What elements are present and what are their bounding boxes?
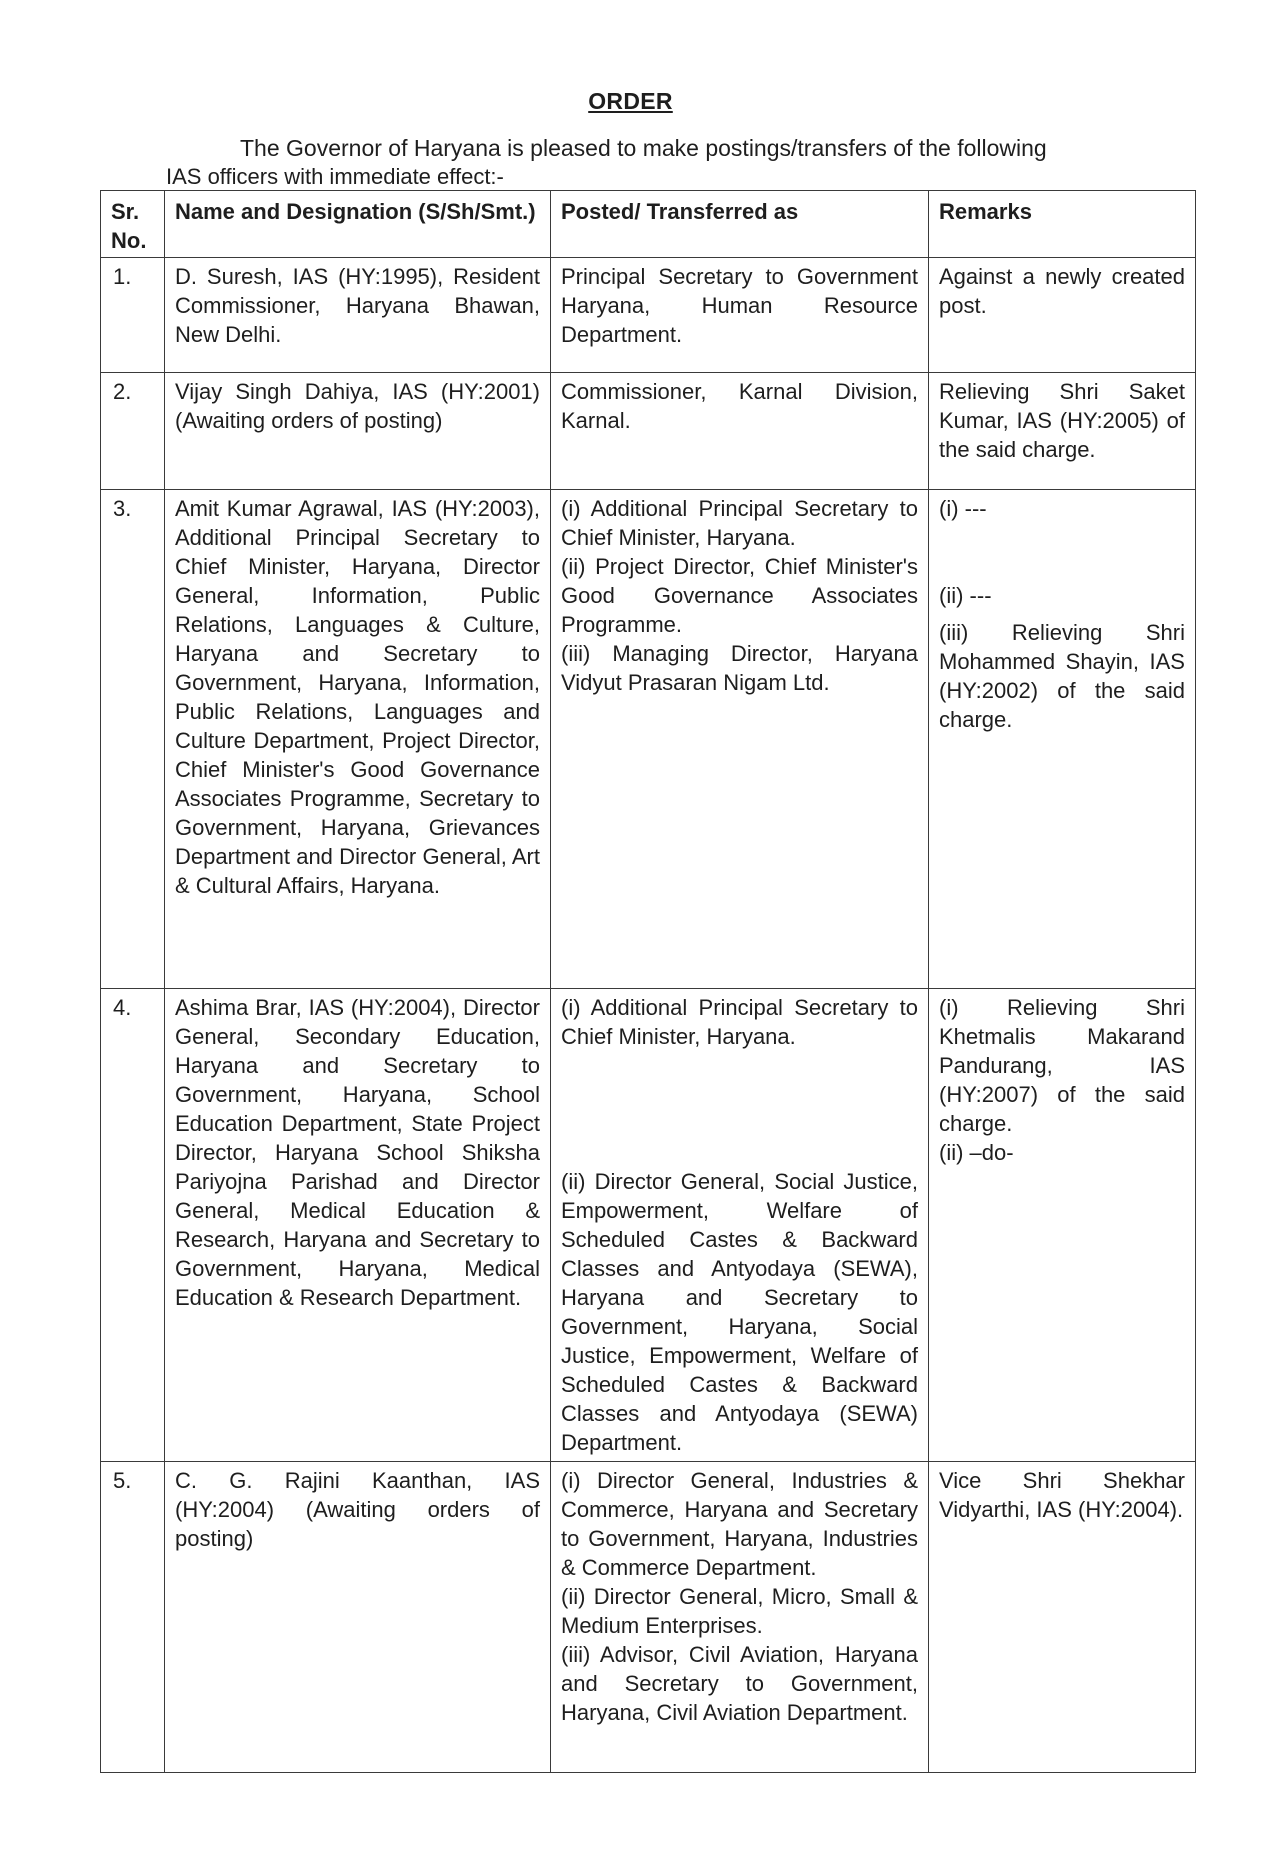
remark-item: (i) Relieving Shri Khetmalis Makarand Pandurang, IAS (HY:2007) of the said charge. <box>939 995 1185 1136</box>
row-posted <box>551 490 929 989</box>
remark-item: Vice Shri Shekhar Vidyarthi, IAS (HY:2004). <box>939 1468 1185 1522</box>
intro-line-2: IAS officers with immediate effect:- <box>166 164 504 189</box>
header-remarks: Remarks <box>929 191 1196 258</box>
posted-item: (ii) Project Director, Chief Minister's Good Governance Associates Programme. <box>561 554 918 637</box>
remark-item: Relieving Shri Saket Kumar, IAS (HY:2005) of the said charge. <box>939 379 1185 462</box>
row-sr-no: 4. <box>101 989 165 1462</box>
postings-table <box>100 190 1196 1773</box>
row-name-designation: Vijay Singh Dahiya, IAS (HY:2001) (Awaiting orders of posting) <box>165 373 551 490</box>
posted-item: (ii) Director General, Social Justice, Empowerment, Welfare of Scheduled Castes & Backward Classes and Antyodaya (SEWA), Haryana and Secretary to Government, Haryana, Social Justice, Empowerment, Welfare of Scheduled Castes & Backward Classes and Antyodaya (SEWA) Department. <box>561 1169 918 1455</box>
posted-item: (iii) Advisor, Civil Aviation, Haryana and Secretary to Government, Haryana, Civil Aviation Department. <box>561 1642 918 1725</box>
row-posted <box>551 258 929 373</box>
row-remarks <box>929 490 1196 989</box>
row-sr-no: 3. <box>101 490 165 989</box>
header-sr-no: Sr. No. <box>101 191 165 258</box>
order-title: ORDER <box>588 88 673 114</box>
row-name-designation: D. Suresh, IAS (HY:1995), Resident Commissioner, Haryana Bhawan, New Delhi. <box>165 258 551 373</box>
remark-item: (ii) –do- <box>939 1140 1014 1165</box>
posted-item: (i) Director General, Industries & Commerce, Haryana and Secretary to Government, Haryana, Industries & Commerce Department. <box>561 1468 918 1580</box>
table-header-row <box>101 191 1196 258</box>
header-posted-transferred: Posted/ Transferred as <box>551 191 929 258</box>
table-row <box>101 989 1196 1462</box>
row-sr-no: 1. <box>101 258 165 373</box>
posted-item: (i) Additional Principal Secretary to Chief Minister, Haryana. <box>561 496 918 550</box>
remark-item: (i) --- <box>939 496 987 521</box>
spacer <box>561 1051 918 1167</box>
table-row <box>101 373 1196 490</box>
posted-item: Commissioner, Karnal Division, Karnal. <box>561 379 918 433</box>
posted-item: (iii) Managing Director, Haryana Vidyut Prasaran Nigam Ltd. <box>561 641 918 695</box>
row-posted <box>551 373 929 490</box>
header-name-designation: Name and Designation (S/Sh/Smt.) <box>165 191 551 258</box>
table-row <box>101 490 1196 989</box>
row-name-designation: C. G. Rajini Kaanthan, IAS (HY:2004) (Awaiting orders of posting) <box>165 1462 551 1773</box>
row-remarks <box>929 989 1196 1462</box>
remark-item: Against a newly created post. <box>939 264 1185 318</box>
row-posted <box>551 1462 929 1773</box>
row-sr-no: 2. <box>101 373 165 490</box>
table-row <box>101 258 1196 373</box>
posted-item: (i) Additional Principal Secretary to Chief Minister, Haryana. <box>561 995 918 1049</box>
row-name-designation: Amit Kumar Agrawal, IAS (HY:2003), Additional Principal Secretary to Chief Minister, Haryana, Director General, Information, Public Relations, Languages & Culture, Haryana and Secretary to Government, Haryana, Information, Public Relations, Languages and Culture Department, Project Director, Chief Minister's Good Governance Associates Programme, Secretary to Government, Haryana, Grievances Department and Director General, Art & Cultural Affairs, Haryana. <box>165 490 551 989</box>
row-sr-no: 5. <box>101 1462 165 1773</box>
row-posted <box>551 989 929 1462</box>
row-name-designation: Ashima Brar, IAS (HY:2004), Director General, Secondary Education, Haryana and Secretary to Government, Haryana, School Education Department, State Project Director, Haryana School Shiksha Pariyojna Parishad and Director General, Medical Education & Research, Haryana and Secretary to Government, Haryana, Medical Education & Research Department. <box>165 989 551 1462</box>
spacer <box>939 523 1185 581</box>
posted-item: Principal Secretary to Government Haryana, Human Resource Department. <box>561 264 918 347</box>
row-remarks <box>929 258 1196 373</box>
table-row <box>101 1462 1196 1773</box>
remark-item: (ii) --- <box>939 583 992 608</box>
remark-item: (iii) Relieving Shri Mohammed Shayin, IAS (HY:2002) of the said charge. <box>939 620 1185 732</box>
row-remarks <box>929 373 1196 490</box>
spacer <box>939 610 1185 618</box>
row-remarks <box>929 1462 1196 1773</box>
intro-line-1: The Governor of Haryana is pleased to make postings/transfers of the following <box>240 135 1047 161</box>
posted-item: (ii) Director General, Micro, Small & Medium Enterprises. <box>561 1584 918 1638</box>
